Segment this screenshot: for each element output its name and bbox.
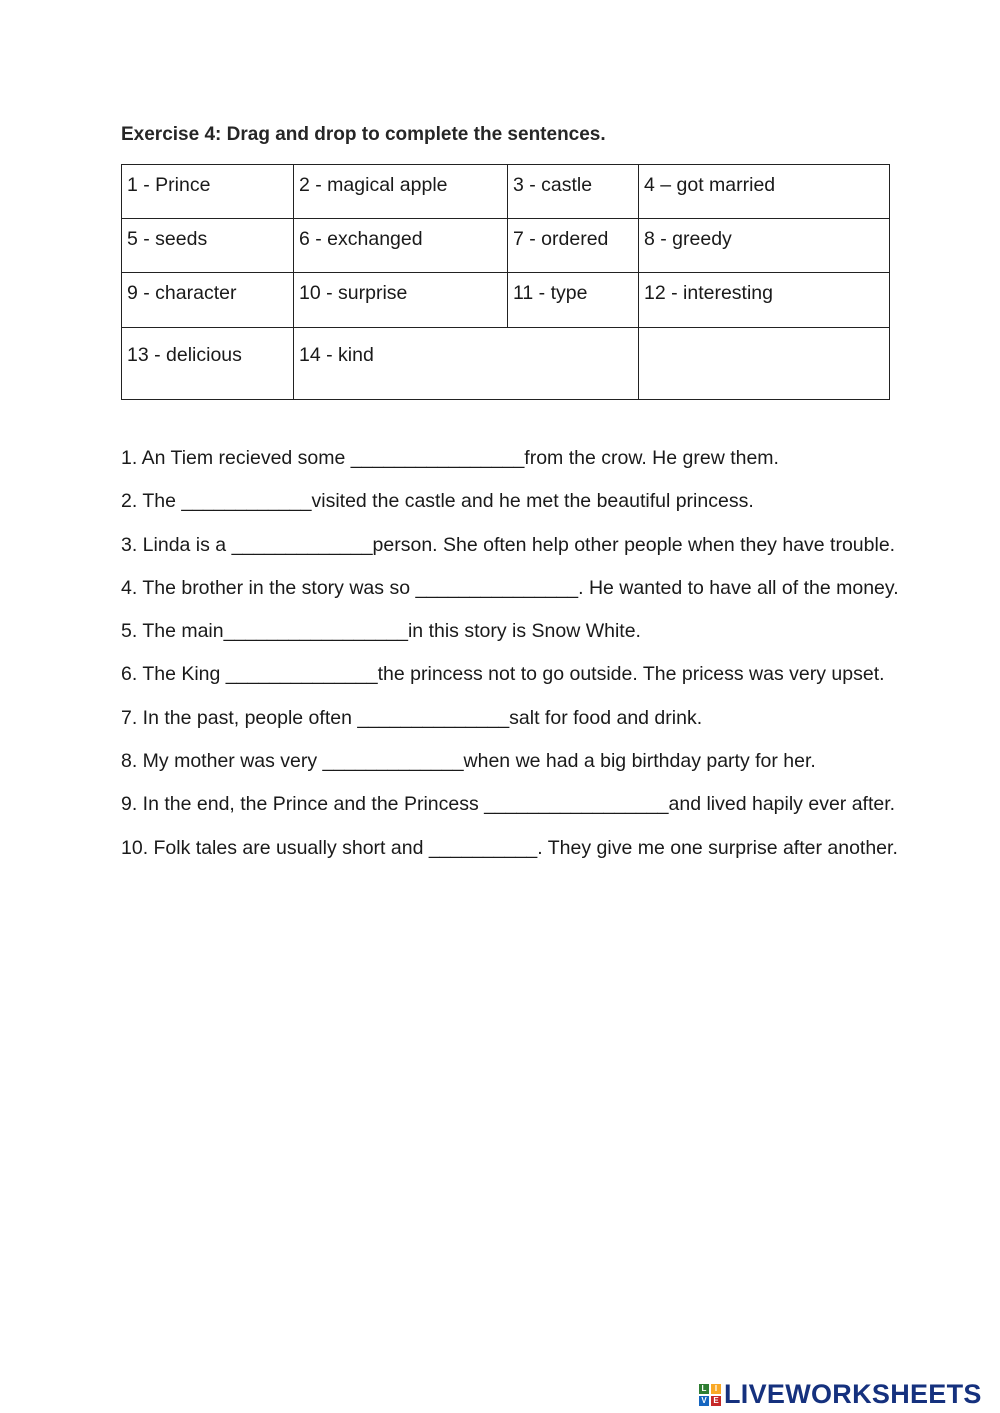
word-bank-cell[interactable]: 6 - exchanged (294, 219, 508, 273)
sentence-item: 10. Folk tales are usually short and __________. They give me one surprise after another. (121, 836, 898, 859)
word-bank-cell[interactable]: 12 - interesting (639, 273, 890, 327)
logo-mark-letter: L (699, 1384, 709, 1394)
sentence-item: 3. Linda is a _____________person. She often help other people when they have trouble. (121, 533, 896, 556)
sentence-list (121, 444, 899, 877)
logo-mark-letter: E (711, 1396, 721, 1406)
word-bank-cell[interactable]: 2 - magical apple (294, 165, 508, 219)
word-bank-row (122, 273, 890, 327)
word-bank-table (121, 164, 890, 400)
word-bank-cell[interactable]: 9 - character (122, 273, 294, 327)
word-bank-cell[interactable]: 3 - castle (508, 165, 639, 219)
exercise-title: Exercise 4: Drag and drop to complete the sentences. (121, 124, 606, 145)
word-bank-cell[interactable]: 11 - type (508, 273, 639, 327)
word-bank-cell[interactable]: 8 - greedy (639, 219, 890, 273)
word-bank-row (122, 165, 890, 219)
word-bank-row (122, 219, 890, 273)
logo-text: LIVEWORKSHEETS (724, 1379, 982, 1409)
logo-mark-letter: I (711, 1384, 721, 1394)
sentence-item: 1. An Tiem recieved some ________________from the crow. He grew them. (121, 447, 779, 469)
sentence-item: 8. My mother was very _____________when we had a big birthday party for her. (121, 750, 816, 773)
sentence-item: 4. The brother in the story was so _______________. He wanted to have all of the money. (121, 576, 899, 599)
word-bank-row (122, 327, 890, 399)
word-bank-cell[interactable]: 7 - ordered (508, 219, 639, 273)
word-bank-cell[interactable]: 1 - Prince (122, 165, 294, 219)
word-bank-empty-cell (639, 327, 890, 399)
word-bank-cell[interactable]: 14 - kind (294, 327, 639, 399)
word-bank-cell[interactable]: 5 - seeds (122, 219, 294, 273)
sentence-item: 7. In the past, people often ______________salt for food and drink. (121, 706, 703, 729)
sentence-item: 6. The King ______________the princess not to go outside. The pricess was very upset. (121, 663, 885, 686)
word-bank-cell[interactable]: 13 - delicious (122, 327, 294, 399)
liveworksheets-logo (699, 1379, 982, 1410)
sentence-item: 2. The ____________visited the castle and he met the beautiful princess. (121, 490, 754, 513)
sentence-item: 9. In the end, the Prince and the Princess _________________and lived hapily ever after. (121, 793, 896, 816)
sentence-item: 5. The main_________________in this story is Snow White. (121, 620, 641, 643)
word-bank-cell[interactable]: 4 – got married (639, 165, 890, 219)
logo-mark-icon (699, 1384, 721, 1406)
logo-mark-letter: V (699, 1396, 709, 1406)
word-bank-cell[interactable]: 10 - surprise (294, 273, 508, 327)
